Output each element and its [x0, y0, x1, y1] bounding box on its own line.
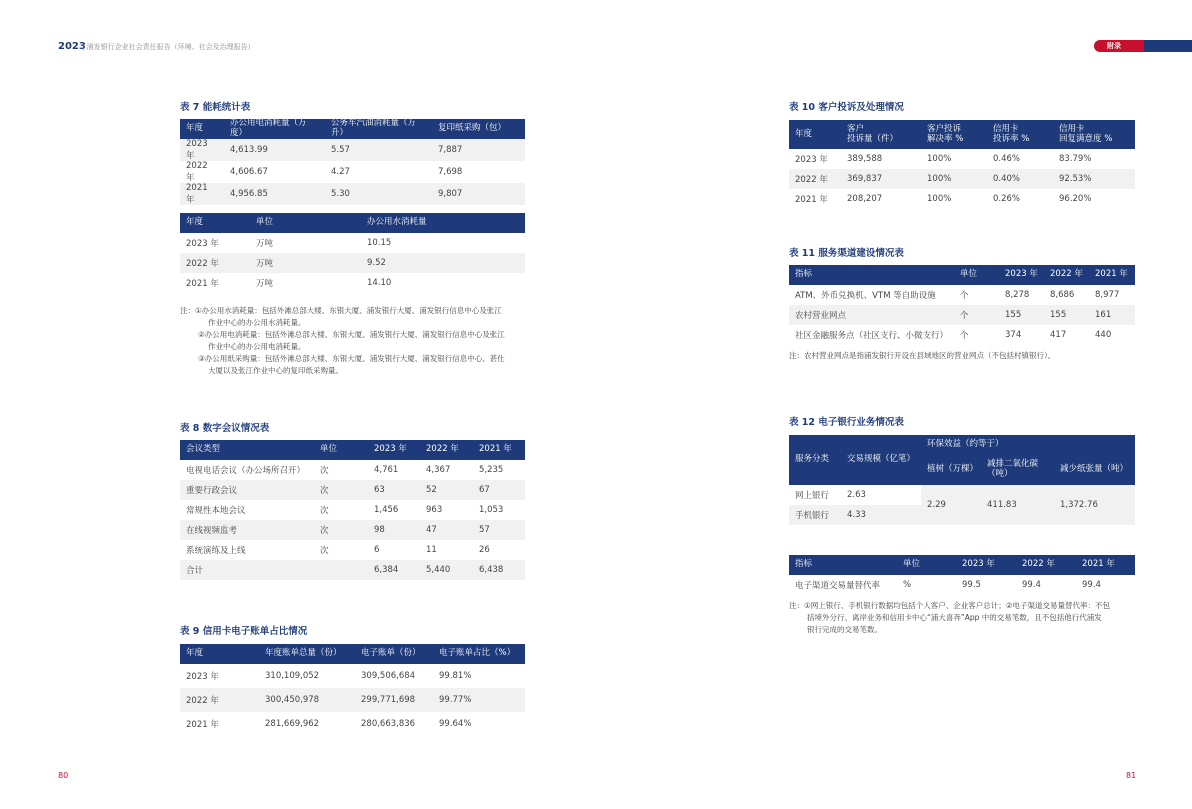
cell: 309,506,684 — [361, 671, 416, 681]
table-header: 信用卡 回复满意度 % — [1053, 120, 1135, 149]
table-header: 减少纸张量（吨） — [1054, 455, 1135, 485]
cell: 9.52 — [361, 253, 525, 273]
cell: 7,887 — [432, 139, 525, 161]
table8-title: 表 8 数字会议情况表 — [180, 423, 270, 434]
table-header: 单位 — [954, 265, 999, 285]
cell: 281,669,962 — [265, 719, 320, 729]
cell: 手机银行 — [789, 505, 841, 525]
table-header: 2021 年 — [1089, 265, 1135, 285]
cell: 47 — [420, 520, 473, 540]
cell: 6 — [374, 545, 380, 555]
cell: 系统演练及上线 — [186, 546, 246, 556]
table-header: 公务车汽油消耗量（万升） — [325, 119, 432, 139]
table-header: 客户 投诉量（件） — [841, 120, 921, 149]
table8-meetings — [180, 440, 525, 580]
cell: 2021 年 — [795, 195, 828, 205]
cell: 98 — [368, 520, 420, 540]
cell: 5,440 — [420, 560, 473, 580]
cell: 1,053 — [479, 505, 504, 515]
cell: 2022 年 — [186, 161, 208, 183]
cell: 100% — [927, 154, 952, 164]
cell: 155 — [1044, 305, 1089, 325]
table-row — [789, 169, 1135, 189]
cell: 2023 年 — [795, 155, 828, 165]
table-row — [180, 500, 525, 520]
cell: 92.53% — [1053, 169, 1135, 189]
cell: 9,807 — [432, 183, 525, 205]
cell: 次 — [320, 546, 329, 556]
cell: 常规性本地会议 — [186, 506, 246, 516]
table-header: 办公用水消耗量 — [361, 213, 525, 233]
table-row — [789, 285, 1135, 305]
cell: 411.83 — [981, 485, 1054, 525]
table-row — [180, 253, 525, 273]
table-row — [180, 161, 525, 183]
cell: 963 — [426, 505, 443, 515]
table-header: 年度 — [180, 119, 224, 139]
cell: 2023 年 — [186, 672, 219, 682]
cell: 0.40% — [987, 169, 1053, 189]
table-header: 年度 — [180, 213, 250, 233]
table7-energy — [180, 119, 525, 205]
cell: 99.5 — [962, 580, 981, 590]
table-header: 服务分类 — [789, 435, 841, 485]
cell: 8,686 — [1050, 290, 1075, 300]
table-row — [180, 540, 525, 560]
cell: 0.26% — [993, 194, 1021, 204]
page-number-right: 81 — [1126, 771, 1137, 780]
cell: 万吨 — [256, 239, 274, 249]
note-line: 注：①网上银行、手机银行数据均包括个人客户、企业客户总计；②电子渠道交易量替代率：不包 — [789, 601, 1110, 610]
cell: 52 — [420, 480, 473, 500]
table-row — [789, 149, 1135, 169]
table11-channels — [789, 265, 1135, 345]
table-header: 信用卡 投诉率 % — [987, 120, 1053, 149]
table-row — [789, 485, 1135, 505]
cell: 次 — [314, 480, 368, 500]
cell: 社区金融服务点（社区支行、小微支行） — [795, 331, 949, 341]
cell: 10.15 — [367, 238, 392, 248]
table-header: 指标 — [789, 265, 954, 285]
cell: 299,771,698 — [355, 688, 433, 712]
cell: 2023 年 — [180, 139, 224, 161]
note-line: ③办公用纸采购量：包括外滩总部大楼、东银大厦、浦发银行大厦、浦发银行信息中心、甚仕 — [198, 354, 505, 363]
table-header: 会议类型 — [180, 440, 314, 460]
cell: 2.29 — [921, 485, 981, 525]
cell: 4,606.67 — [230, 167, 268, 177]
cell: 次 — [320, 506, 329, 516]
table-row — [180, 688, 525, 712]
cell: 96.20% — [1059, 194, 1092, 204]
cell: 6,438 — [473, 560, 525, 580]
cell: 83.79% — [1059, 154, 1092, 164]
cell: 4,367 — [426, 465, 451, 475]
cell: 208,207 — [847, 194, 883, 204]
note-line: ②办公用电消耗量：包括外滩总部大楼、东银大厦、浦发银行大厦、浦发银行信息中心及张江 — [198, 330, 505, 339]
cell: 161 — [1089, 305, 1135, 325]
table-row — [180, 560, 525, 580]
table9-ebill — [180, 644, 525, 736]
cell: 6,384 — [368, 560, 420, 580]
cell: 14.10 — [367, 278, 392, 288]
cell: 2021 年 — [180, 183, 224, 205]
table-header: 指标 — [789, 555, 897, 575]
table-header: 2022 年 — [1016, 555, 1076, 575]
table-row — [180, 480, 525, 500]
cell: 合计 — [180, 560, 314, 580]
cell: 369,837 — [841, 169, 921, 189]
table11-note: 注：农村营业网点是指浦发银行开设在县域地区的营业网点（不包括村镇银行）。 — [789, 351, 1056, 360]
cell — [314, 560, 368, 580]
cell: 57 — [473, 520, 525, 540]
page-number-left: 80 — [58, 771, 69, 780]
table-header: 2021 年 — [473, 440, 525, 460]
cell: 417 — [1050, 330, 1067, 340]
cell: 310,109,052 — [265, 671, 320, 681]
cell: 万吨 — [256, 279, 274, 289]
cell: 次 — [314, 520, 368, 540]
table-header: 客户投诉 解决率 % — [921, 120, 987, 149]
table-header: 年度账单总量（份） — [259, 644, 355, 664]
cell: 67 — [473, 480, 525, 500]
cell: 5.57 — [325, 139, 432, 161]
table-header: 2021 年 — [1076, 555, 1135, 575]
cell: 2.63 — [847, 490, 866, 500]
table-header: 电子账单占比（%） — [433, 644, 525, 664]
cell: 网上银行 — [795, 491, 830, 501]
cell: 5,235 — [479, 465, 504, 475]
cell: 个 — [960, 331, 969, 341]
table-header: 单位 — [250, 213, 361, 233]
table10-complaints — [789, 120, 1135, 209]
table-row — [180, 712, 525, 736]
table-row — [180, 664, 525, 688]
cell: 万吨 — [250, 253, 361, 273]
cell: 26 — [479, 545, 490, 555]
table7-title: 表 7 能耗统计表 — [180, 102, 251, 113]
table-row — [180, 233, 525, 253]
table-row — [789, 575, 1135, 595]
appendix-tag: 附录 — [1107, 42, 1121, 50]
cell: 155 — [999, 305, 1044, 325]
cell: 63 — [368, 480, 420, 500]
report-year: 2023 — [58, 41, 86, 52]
table-header: 办公用电消耗量（万度） — [224, 119, 325, 139]
cell: 电视电话会议（办公场所召开） — [186, 466, 306, 476]
cell: 99.77% — [433, 688, 525, 712]
table-header: 复印纸采购（包） — [432, 119, 525, 139]
table12-substitution — [789, 555, 1135, 595]
cell: 99.64% — [439, 719, 472, 729]
cell: 389,588 — [847, 154, 883, 164]
header-bar — [1142, 40, 1192, 52]
table-row — [180, 139, 525, 161]
table-row — [789, 189, 1135, 209]
cell: 99.81% — [439, 671, 472, 681]
cell: 5.30 — [325, 183, 432, 205]
cell: 4,956.85 — [224, 183, 325, 205]
cell: 374 — [1005, 330, 1022, 340]
table12-ebanking — [789, 435, 1135, 525]
cell: 个 — [960, 291, 969, 301]
cell: 1,456 — [374, 505, 399, 515]
table-header: 减排二氧化碳 （吨） — [981, 455, 1054, 485]
cell: 农村营业网点 — [789, 305, 954, 325]
cell: 重要行政会议 — [180, 480, 314, 500]
cell: ATM、外币兑换机、VTM 等自助设施 — [795, 291, 936, 301]
table-row — [180, 520, 525, 540]
cell: 99.4 — [1082, 580, 1101, 590]
cell: 电子渠道交易量替代率 — [795, 581, 881, 591]
table-header: 年度 — [789, 120, 841, 149]
table-header: 2023 年 — [368, 440, 420, 460]
cell: 4.27 — [331, 167, 350, 177]
table-header: 单位 — [314, 440, 368, 460]
table9-title: 表 9 信用卡电子账单占比情况 — [180, 626, 308, 637]
report-title: | 浦发银行企业社会责任报告（环境、社会及治理报告） — [82, 43, 255, 51]
table-header: 交易规模（亿笔） — [841, 435, 921, 485]
cell: 11 — [426, 545, 437, 555]
cell: 个 — [954, 305, 999, 325]
note-line: 作业中心的办公用电消耗量。 — [208, 342, 306, 351]
cell: 100% — [921, 169, 987, 189]
cell: 440 — [1095, 330, 1112, 340]
note-line: 银行完成的交易笔数。 — [807, 625, 882, 634]
table-header: 植树（万棵） — [921, 455, 981, 485]
cell: 2022 年 — [789, 169, 841, 189]
table-header: 单位 — [897, 555, 956, 575]
table10-title: 表 10 客户投诉及处理情况 — [789, 102, 904, 113]
table-header: 年度 — [180, 644, 259, 664]
table12-notes — [789, 600, 1144, 636]
cell: 2022 年 — [180, 253, 250, 273]
cell: 8,977 — [1095, 290, 1120, 300]
cell: 2022 年 — [180, 688, 259, 712]
table-header: 2023 年 — [999, 265, 1044, 285]
cell: 0.46% — [993, 154, 1021, 164]
table-row — [180, 183, 525, 205]
table12-title: 表 12 电子银行业务情况表 — [789, 417, 904, 428]
cell: 2021 年 — [186, 720, 219, 730]
table-row — [789, 325, 1135, 345]
cell: 99.4 — [1022, 580, 1041, 590]
cell: 7,698 — [438, 167, 463, 177]
table-header: 2022 年 — [1044, 265, 1089, 285]
cell: 4,613.99 — [224, 139, 325, 161]
table-header: 环保效益（约等于） — [921, 435, 1135, 455]
cell: 2023 年 — [186, 239, 219, 249]
cell: 1,372.76 — [1054, 485, 1135, 525]
cell: 4.33 — [841, 505, 921, 525]
table11-title: 表 11 服务渠道建设情况表 — [789, 248, 904, 259]
cell: 4,761 — [374, 465, 399, 475]
table-header: 2023 年 — [956, 555, 1016, 575]
table-header: 电子账单（份） — [355, 644, 433, 664]
note-line: 大厦以及张江作业中心的复印纸采购量。 — [208, 366, 343, 375]
table-header: 2022 年 — [420, 440, 473, 460]
note-line: 注：①办公用水消耗量：包括外滩总部大楼、东银大厦、浦发银行大厦、浦发银行信息中心及张江 — [180, 306, 502, 315]
cell: 在线视频监考 — [180, 520, 314, 540]
table-row — [180, 273, 525, 293]
cell: % — [903, 580, 912, 590]
note-line: 作业中心的办公用水消耗量。 — [208, 318, 306, 327]
table-row — [789, 305, 1135, 325]
cell: 100% — [927, 194, 952, 204]
cell: 次 — [320, 466, 329, 476]
cell: 2021 年 — [186, 279, 219, 289]
table7-water — [180, 213, 525, 293]
table7-notes — [180, 305, 530, 377]
note-line: 括境外分行、离岸业务和信用卡中心“浦大喜奔”App 中的交易笔数，且不包括他行代浦发 — [807, 613, 1102, 622]
cell: 300,450,978 — [259, 688, 355, 712]
cell: 8,278 — [1005, 290, 1030, 300]
table-row — [180, 460, 525, 480]
cell: 280,663,836 — [361, 719, 416, 729]
